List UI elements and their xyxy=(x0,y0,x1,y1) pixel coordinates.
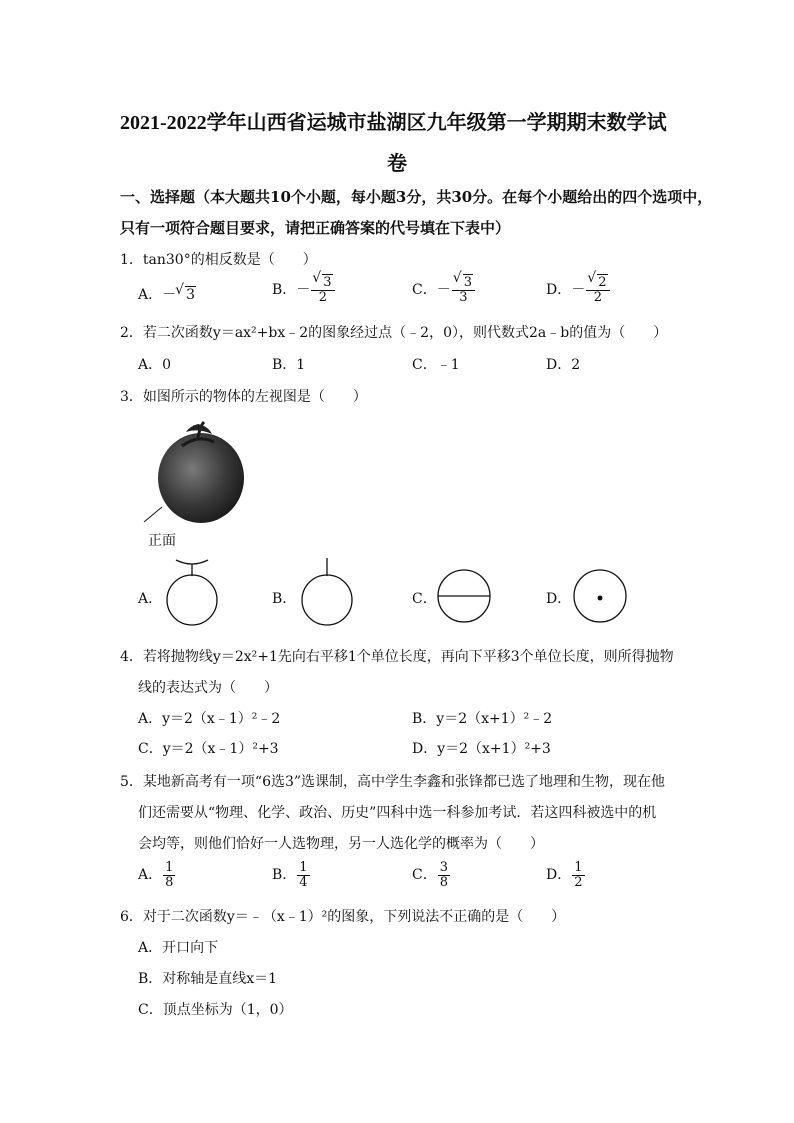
q5-option-a xyxy=(138,861,175,889)
q5-stem-line2: 们还需要从“物理、化学、政治、历史”四科中选一科参加考试．若这四科被选中的机 xyxy=(138,805,657,821)
q6-option-c: C．顶点坐标为（1，0） xyxy=(138,1002,293,1018)
q5-option-b xyxy=(272,861,310,889)
q5-option-a-den: 8 xyxy=(165,874,174,890)
q4-stem-line1: 4．若将抛物线y＝2x²+1先向右平移1个单位长度，再向下平移3个单位长度，则所得抛物 xyxy=(120,649,674,665)
q5-option-b-label: B． xyxy=(272,867,297,884)
q1-option-d-label: D．－ xyxy=(546,282,586,299)
q2-option-a: A．0 xyxy=(138,357,172,373)
q2-stem: 2．若二次函数y＝ax²+bx﹣2的图象经过点（﹣2，0），则代数式2a﹣b的值为（ ） xyxy=(120,325,668,341)
melon-photo xyxy=(140,412,250,530)
q3-option-b-label: B． xyxy=(272,591,297,607)
section-heading-line2: 只有一项符合题目要求，请把正确答案的代号填在下表中） xyxy=(120,219,511,237)
q5-option-b-den: 4 xyxy=(299,874,308,890)
q1-stem: 1．tan30°的相反数是（ ） xyxy=(120,252,317,268)
q5-option-b-num: 1 xyxy=(299,860,308,875)
q3-option-d-figure xyxy=(570,566,630,626)
q5-option-c xyxy=(412,861,450,889)
q1-option-c: C．－ √ 3 3 xyxy=(412,276,475,304)
q3-option-d-label: D． xyxy=(546,591,572,607)
q1-option-c-den: 3 xyxy=(459,289,468,305)
q1-option-a: A．－ √ 3 xyxy=(138,282,196,303)
q5-stem-line3: 会均等，则他们恰好一人选物理，另一人选化学的概率为（ ） xyxy=(138,836,544,852)
q6-option-b: B．对称轴是直线x＝1 xyxy=(138,971,278,987)
q3-option-a-figure xyxy=(160,556,224,626)
q4-stem-line2: 线的表达式为（ ） xyxy=(138,680,278,696)
q4-option-c: C．y＝2（x﹣1）²+3 xyxy=(138,741,279,757)
page-title: 2021-2022学年山西省运城市盐湖区九年级第一学期期末数学试 xyxy=(120,112,667,134)
q5-option-c-label: C． xyxy=(412,867,437,884)
q1-option-b: B．－ √ 3 2 xyxy=(272,276,335,304)
q2-option-b: B．1 xyxy=(272,357,306,373)
q5-option-d-den: 2 xyxy=(574,874,583,890)
q4-option-d: D．y＝2（x+1）²+3 xyxy=(412,741,551,757)
q1-option-b-radicand: 3 xyxy=(323,275,332,290)
q3-stem: 3．如图所示的物体的左视图是（ ） xyxy=(120,389,367,405)
q1-option-c-label: C．－ xyxy=(412,282,451,299)
q2-option-c: C．﹣1 xyxy=(412,357,460,373)
q4-option-b: B．y＝2（x+1）²﹣2 xyxy=(412,711,553,727)
q1-option-b-den: 2 xyxy=(318,289,328,305)
q5-option-d-num: 1 xyxy=(574,860,583,875)
q5-option-c-num: 3 xyxy=(439,860,448,875)
q1-option-c-radicand: 3 xyxy=(463,275,472,290)
q6-option-a: A．开口向下 xyxy=(138,940,219,956)
q6-stem: 6．对于二次函数y＝﹣（x﹣1）²的图象，下列说法不正确的是（ ） xyxy=(120,909,566,925)
q5-stem-line1: 5．某地新高考有一项“6选3”选课制，高中学生李鑫和张锋都已选了地理和生物，现在他 xyxy=(120,774,666,790)
q1-option-b-label: B．－ xyxy=(272,282,311,299)
q1-option-a-label: A．－ xyxy=(138,287,177,303)
q5-option-c-den: 8 xyxy=(439,874,448,890)
q1-option-d-den: 2 xyxy=(593,289,603,305)
q5-option-a-label: A． xyxy=(138,867,163,884)
q3-option-c-label: C． xyxy=(412,591,437,607)
q1-option-d-radicand: 2 xyxy=(598,275,607,290)
q1-option-a-radicand: 3 xyxy=(186,287,196,303)
q5-option-d xyxy=(546,861,585,889)
q4-option-a: A．y＝2（x﹣1）²﹣2 xyxy=(138,711,281,727)
q5-option-d-label: D． xyxy=(546,867,572,884)
q3-option-c-figure xyxy=(434,566,494,626)
q3-option-b-figure xyxy=(295,556,359,626)
q3-option-a-label: A． xyxy=(138,591,163,607)
page-title-continued: 卷 xyxy=(387,153,407,175)
q5-option-a-num: 1 xyxy=(165,860,174,875)
section-heading-line1: 一、选择题（本大题共10个小题，每小题3分，共30分。在每个小题给出的四个选项中， xyxy=(120,188,713,206)
q2-option-d: D．2 xyxy=(546,357,581,373)
front-view-label: 正面 xyxy=(148,533,176,549)
q1-option-d: D．－ √ 2 2 xyxy=(546,276,610,304)
